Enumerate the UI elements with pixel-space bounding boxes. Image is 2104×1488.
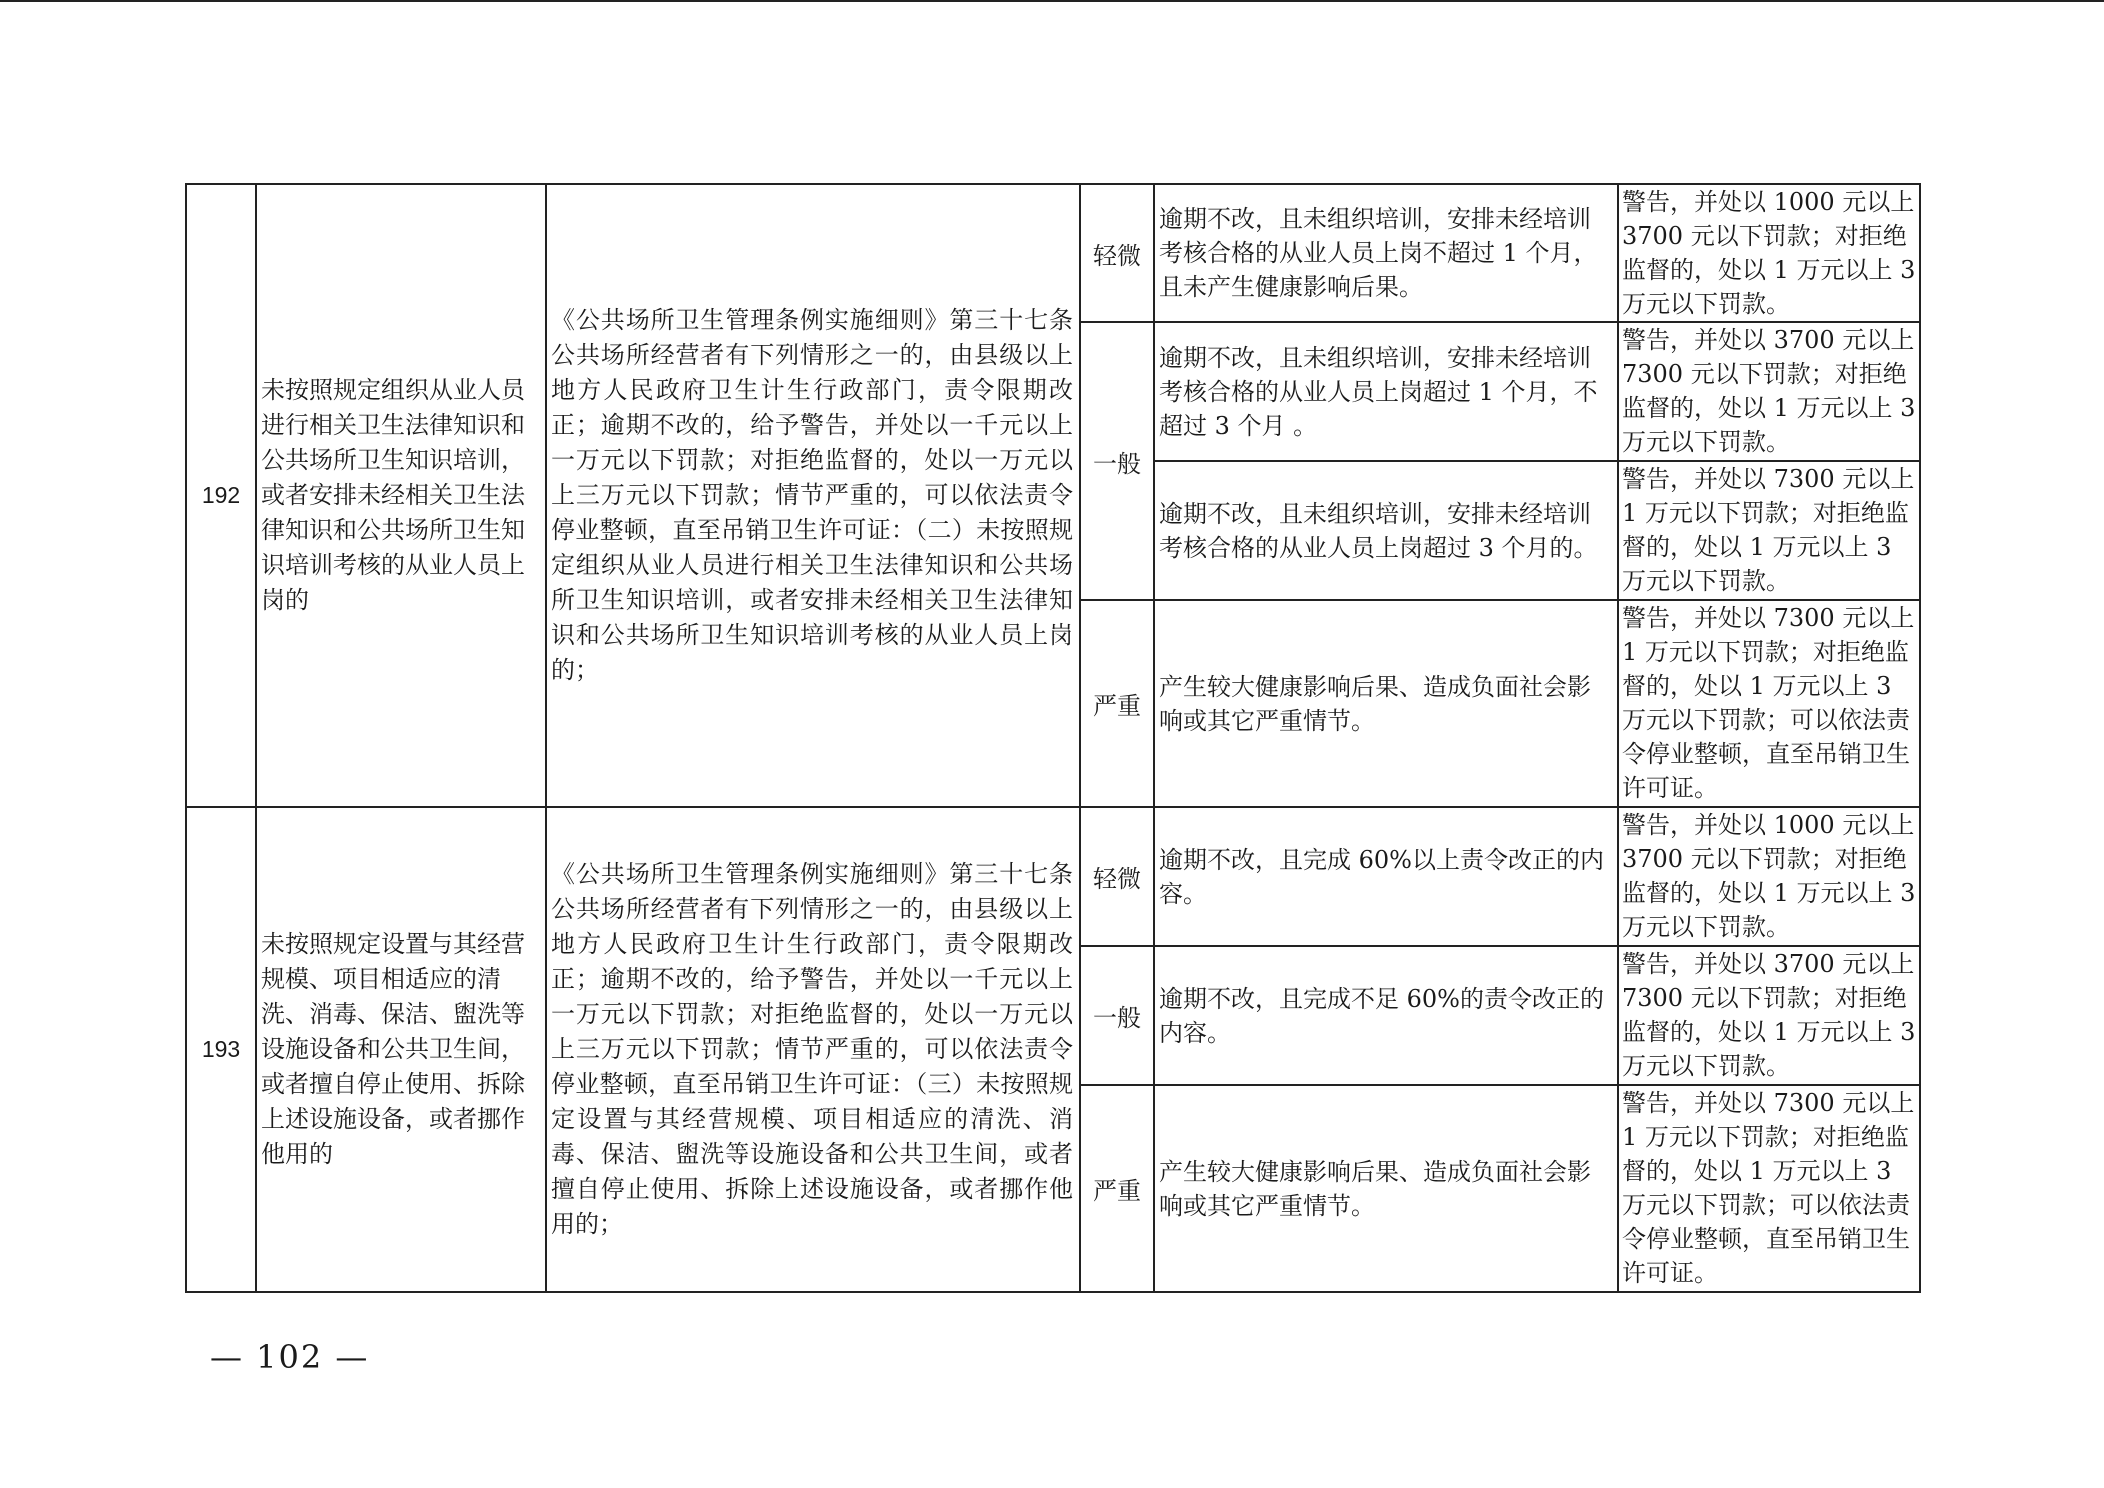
- severity-level: 一般: [1080, 322, 1154, 600]
- severity-level: 严重: [1080, 1085, 1154, 1292]
- severity-level: 一般: [1080, 946, 1154, 1085]
- legal-basis: 《公共场所卫生管理条例实施细则》第三十七条 公共场所经营者有下列情形之一的，由县级以上地方人民政府卫生计生行政部门，责令限期改正；逾期不改的，给予警告，并处以一千元以上一万元以下罚款；对拒绝监督的，处以一万元以上三万元以下罚款；情节严重的，可以依法责令停业整顿，直至吊销卫生许可证：（二）未按照规定组织从业人员进行相关卫生法律知识和公共场所卫生知识培训，或者安排未经相关卫生法律知识和公共场所卫生知识培训考核的从业人员上岗的；: [546, 184, 1080, 807]
- penalty-table-wrapper: [185, 183, 1920, 1293]
- circumstance: 逾期不改，且完成 60%以上责令改正的内容。: [1154, 807, 1618, 946]
- table-row: [186, 184, 1920, 322]
- circumstance: 产生较大健康影响后果、造成负面社会影响或其它严重情节。: [1154, 1085, 1618, 1292]
- legal-basis: 《公共场所卫生管理条例实施细则》第三十七条 公共场所经营者有下列情形之一的，由县级以上地方人民政府卫生计生行政部门，责令限期改正；逾期不改的，给予警告，并处以一千元以上一万元以下罚款；对拒绝监督的，处以一万元以上三万元以下罚款；情节严重的，可以依法责令停业整顿，直至吊销卫生许可证：（三）未按照规定设置与其经营规模、项目相适应的清洗、消毒、保洁、盥洗等设施设备和公共卫生间，或者擅自停止使用、拆除上述设施设备，或者挪作他用的；: [546, 807, 1080, 1292]
- item-number: 193: [186, 807, 256, 1292]
- penalty: 警告，并处以 7300 元以上 1 万元以下罚款；对拒绝监督的，处以 1 万元以上 3 万元以下罚款；可以依法责令停业整顿，直至吊销卫生许可证。: [1618, 1085, 1920, 1292]
- severity-level: 轻微: [1080, 184, 1154, 322]
- violation-description: 未按照规定设置与其经营规模、项目相适应的清洗、消毒、保洁、盥洗等设施设备和公共卫生间，或者擅自停止使用、拆除上述设施设备，或者挪作他用的: [256, 807, 546, 1292]
- circumstance: 产生较大健康影响后果、造成负面社会影响或其它严重情节。: [1154, 600, 1618, 807]
- penalty: 警告，并处以 1000 元以上 3700 元以下罚款；对拒绝监督的，处以 1 万元以上 3 万元以下罚款。: [1618, 807, 1920, 946]
- penalty: 警告，并处以 3700 元以上 7300 元以下罚款；对拒绝监督的，处以 1 万元以上 3 万元以下罚款。: [1618, 946, 1920, 1085]
- penalty: 警告，并处以 7300 元以上 1 万元以下罚款；对拒绝监督的，处以 1 万元以上 3 万元以下罚款；可以依法责令停业整顿，直至吊销卫生许可证。: [1618, 600, 1920, 807]
- violation-description: 未按照规定组织从业人员进行相关卫生法律知识和公共场所卫生知识培训，或者安排未经相关卫生法律知识和公共场所卫生知识培训考核的从业人员上岗的: [256, 184, 546, 807]
- penalty: 警告，并处以 7300 元以上 1 万元以下罚款；对拒绝监督的，处以 1 万元以上 3 万元以下罚款。: [1618, 461, 1920, 600]
- page-number: — 102 —: [210, 1338, 370, 1376]
- top-rule: [0, 0, 2104, 2]
- circumstance: 逾期不改，且未组织培训，安排未经培训考核合格的从业人员上岗不超过 1 个月，且未产生健康影响后果。: [1154, 184, 1618, 322]
- circumstance: 逾期不改，且未组织培训，安排未经培训考核合格的从业人员上岗超过 3 个月的。: [1154, 461, 1618, 600]
- circumstance: 逾期不改，且完成不足 60%的责令改正的内容。: [1154, 946, 1618, 1085]
- circumstance: 逾期不改，且未组织培训，安排未经培训考核合格的从业人员上岗超过 1 个月，不超过 3 个月 。: [1154, 322, 1618, 461]
- table-row: [186, 807, 1920, 946]
- severity-level: 严重: [1080, 600, 1154, 807]
- item-number: 192: [186, 184, 256, 807]
- penalty-discretion-table: [185, 183, 1921, 1293]
- penalty: 警告，并处以 1000 元以上 3700 元以下罚款；对拒绝监督的，处以 1 万元以上 3 万元以下罚款。: [1618, 184, 1920, 322]
- penalty: 警告，并处以 3700 元以上 7300 元以下罚款；对拒绝监督的，处以 1 万元以上 3 万元以下罚款。: [1618, 322, 1920, 461]
- severity-level: 轻微: [1080, 807, 1154, 946]
